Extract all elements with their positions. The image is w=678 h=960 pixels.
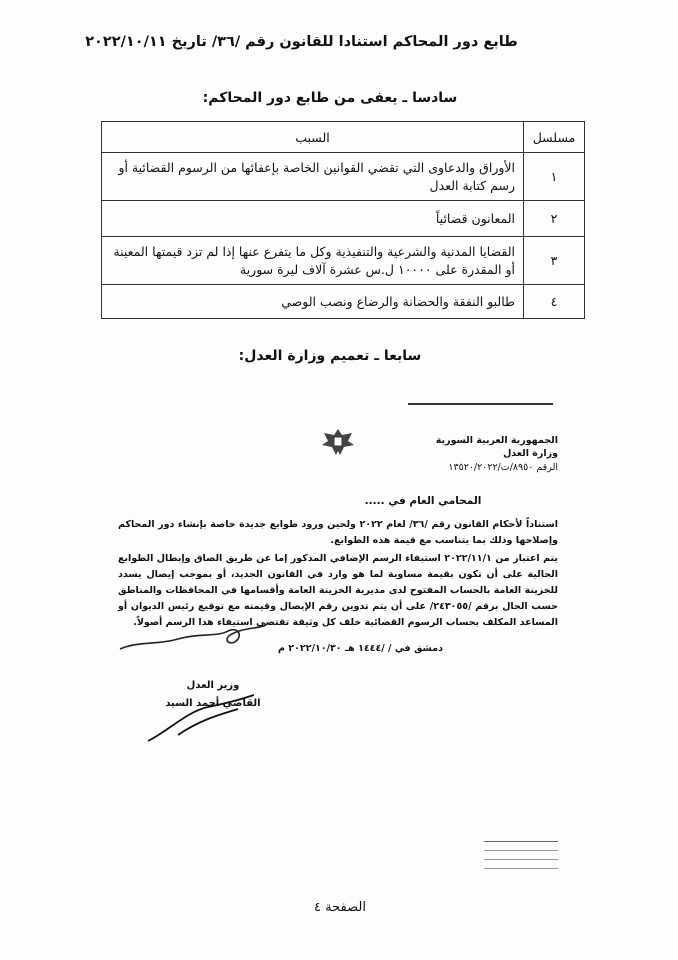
handwritten-signature-icon (118, 619, 268, 659)
row-cause: الأوراق والدعاوى التي تقضي القوانين الخاصة بإعفائها من الرسوم القضائية أو رسم كتابة العدل (102, 153, 524, 201)
row-number: ١ (524, 153, 585, 201)
letter-header-ministry: وزارة العدل (503, 448, 558, 459)
section-six-title: سادسا ـ يعفى من طابع دور المحاكم: (202, 90, 458, 106)
row-number: ٤ (524, 285, 585, 319)
row-number: ٣ (524, 237, 585, 285)
table-row (102, 237, 585, 285)
letter-header-republic: الجمهورية العربية السورية (435, 435, 558, 446)
letter-date: دمشق في / /١٤٤٤ هـ ٢٠٢٢/١٠/٣٠ م (278, 643, 443, 654)
table-row (102, 285, 585, 319)
column-header-number: مسلسل (524, 122, 585, 153)
table-row (102, 201, 585, 237)
column-header-cause: السبب (102, 122, 524, 153)
distribution-list (484, 835, 558, 869)
signer-name: القاضي أحمد السيد (165, 698, 261, 709)
state-emblem-icon (318, 425, 358, 459)
row-number: ٢ (524, 201, 585, 237)
row-cause: طالبو النفقة والحضانة والرضاع ونصب الوصي (102, 285, 524, 319)
exemption-table (101, 121, 585, 319)
row-cause: القضايا المدنية والشرعية والتنفيذية وكل ما يتفرع عنها إذا لم تزد قيمتها المعينة أو المقدرة على ١٠٠٠٠ ل.س عشرة آلاف ليرة سورية (102, 237, 524, 285)
table-header-row (102, 122, 585, 153)
table-row (102, 153, 585, 201)
page-number: الصفحة ٤ (314, 900, 366, 915)
letter-paragraph-1: استناداً لأحكام القانون رقم /٣٦/ لعام ٢٠٢٢ ولحين ورود طوابع جديدة خاصة بإنشاء دور المحاكم وإصلاحها وذلك بما يتناسب مع قيمة هذه الطوابع. (118, 519, 558, 546)
letter-salutation: المحامي العام في ..... (364, 495, 482, 507)
signer-title: وزير العدل (186, 680, 240, 691)
ministry-letter-scan (118, 395, 558, 875)
header-rule (408, 403, 553, 405)
letter-paragraph-2: يتم اعتبار من ٢٠٢٢/١١/١ استيفاء الرسم الإضافي المذكور إما عن طريق الصاق وإبطال الطوابع الحالية على أن تكون بقيمة مساوية لما هو وارد في القانون الجديد، أو بموجب إيصال يسدد للخزينة العامة بالحساب المفتوح لدى مديرية الخزينة العامة وأقسامها في المحافظات والمناطق حسب الحال برقم /٢٤٣٠٥٥/ على أن يتم تدوين رقم الإيصال وقيمته مع توقيع رئيس الديوان أو المساعد المكلف بحساب الرسوم القضائية خلف كل وثيقة تقتضي استيفاء هذا الرسم أصولاً. (118, 553, 558, 628)
section-seven-title: سابعا ـ تعميم وزارة العدل: (238, 348, 422, 364)
page-heading: طابع دور المحاكم استنادا للقانون رقم /٣٦/ تاريخ ٢٠٢٢/١٠/١١ (85, 34, 518, 50)
row-cause: المعانون قضائياً (102, 201, 524, 237)
minister-signature-icon (138, 691, 258, 751)
letter-reference-number: الرقم ٨٩٥٠/ت/١٣٥٢٠/٢٠٢٢ (448, 462, 558, 473)
